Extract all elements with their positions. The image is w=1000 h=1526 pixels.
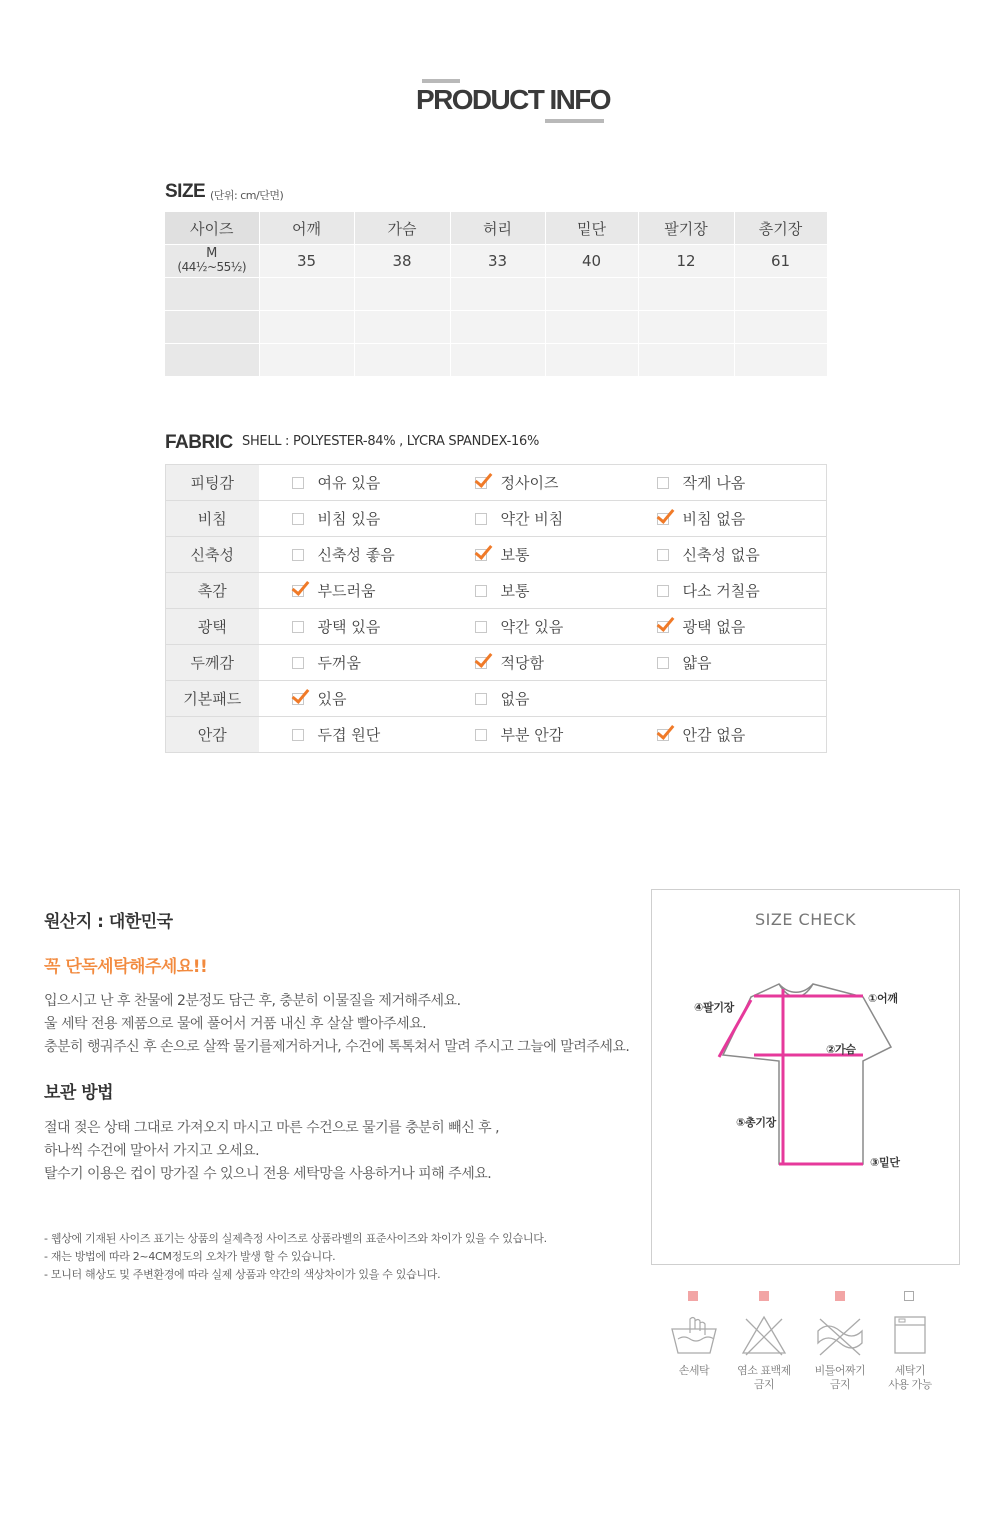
fabric-row bbox=[166, 609, 827, 645]
checkbox-checked bbox=[475, 477, 487, 489]
fabric-row bbox=[166, 717, 827, 753]
size-table-header bbox=[165, 212, 827, 245]
checkbox-checked bbox=[657, 513, 669, 525]
sleeve-label: ④팔기장 bbox=[694, 1001, 734, 1014]
fabric-option bbox=[442, 501, 624, 537]
wash-line: 입으시고 난 후 찬물에 2분정도 담근 후, 충분히 이물질을 제거해주세요. bbox=[44, 993, 461, 1009]
care-indicator-on bbox=[688, 1291, 698, 1301]
care-label: 손세탁 bbox=[678, 1364, 710, 1377]
fabric-option-label: 보통 bbox=[500, 582, 530, 600]
title-decoration-bottom bbox=[545, 119, 604, 123]
fabric-option bbox=[624, 645, 827, 681]
size-check-title: SIZE CHECK bbox=[754, 910, 856, 929]
fabric-option bbox=[442, 573, 624, 609]
size-row-empty bbox=[165, 344, 827, 377]
fabric-option-label: 적당함 bbox=[500, 654, 544, 672]
shoulder-label: ①어깨 bbox=[868, 992, 898, 1005]
fabric-heading: FABRIC bbox=[165, 432, 233, 453]
wash-line: 울 세탁 전용 제품으로 물에 풀어서 거품 내신 후 살살 빨아주세요. bbox=[44, 1016, 427, 1032]
fabric-row-label: 피팅감 bbox=[166, 465, 259, 501]
size-col-header: 사이즈 bbox=[165, 212, 259, 245]
length-label: ⑤총기장 bbox=[736, 1116, 776, 1129]
checkbox-unchecked bbox=[292, 549, 304, 561]
checkbox-unchecked bbox=[292, 657, 304, 669]
title-decoration-top bbox=[422, 79, 460, 83]
checkbox-checked bbox=[657, 729, 669, 741]
size-col-header: 가슴 bbox=[354, 212, 450, 245]
fabric-option-label: 부분 안감 bbox=[500, 726, 564, 744]
care-indicator-off bbox=[904, 1291, 914, 1301]
fabric-option-label: 없음 bbox=[500, 690, 530, 708]
checkbox-unchecked bbox=[657, 585, 669, 597]
checkbox-unchecked bbox=[292, 477, 304, 489]
fabric-option bbox=[259, 681, 442, 717]
hand-wash-icon bbox=[668, 1313, 720, 1357]
fabric-option bbox=[259, 573, 442, 609]
fabric-option-label: 다소 거칠음 bbox=[682, 582, 760, 600]
care-indicator-on bbox=[759, 1291, 769, 1301]
size-cell: 40 bbox=[545, 245, 638, 278]
checkbox-unchecked bbox=[657, 549, 669, 561]
fabric-option bbox=[259, 717, 442, 753]
tshirt-outline bbox=[723, 984, 891, 1164]
size-row bbox=[165, 245, 827, 278]
fabric-option bbox=[442, 681, 624, 717]
fabric-row-label: 신축성 bbox=[166, 537, 259, 573]
hem-label: ③밑단 bbox=[870, 1156, 900, 1169]
size-col-header: 허리 bbox=[450, 212, 545, 245]
fabric-option-empty bbox=[624, 681, 827, 717]
fabric-row bbox=[166, 537, 827, 573]
fabric-option-label: 정사이즈 bbox=[500, 474, 559, 492]
fabric-option bbox=[624, 573, 827, 609]
checkbox-checked bbox=[657, 621, 669, 633]
size-unit: (단위: cm/단면) bbox=[210, 189, 284, 202]
size-col-header: 총기장 bbox=[734, 212, 827, 245]
fabric-option-label: 작게 나옴 bbox=[682, 474, 746, 492]
fabric-row bbox=[166, 681, 827, 717]
checkbox-checked bbox=[292, 693, 304, 705]
fabric-option bbox=[624, 537, 827, 573]
fabric-option bbox=[624, 465, 827, 501]
fabric-option-label: 두꺼움 bbox=[317, 654, 361, 672]
wash-line: 충분히 행궈주신 후 손으로 살짝 물기를제거하거나, 수건에 톡톡쳐서 말려 주시고 그늘에 말려주세요. bbox=[44, 1039, 630, 1055]
storage-line: 탈수기 이용은 컵이 망가질 수 있으니 전용 세탁망을 사용하거나 피해 주세요. bbox=[44, 1166, 492, 1182]
fabric-option-label: 비침 있음 bbox=[317, 510, 381, 528]
fabric-option-label: 보통 bbox=[500, 546, 530, 564]
fabric-table bbox=[165, 464, 827, 753]
checkbox-unchecked bbox=[657, 477, 669, 489]
fabric-option-label: 광택 없음 bbox=[682, 618, 746, 636]
fabric-row bbox=[166, 501, 827, 537]
fabric-option bbox=[624, 609, 827, 645]
fabric-option-label: 여유 있음 bbox=[317, 474, 381, 492]
size-col-header: 어깨 bbox=[259, 212, 354, 245]
checkbox-unchecked bbox=[657, 657, 669, 669]
fabric-row-label: 안감 bbox=[166, 717, 259, 753]
fabric-option bbox=[259, 501, 442, 537]
care-label: 비틀어짜기 금지 bbox=[814, 1364, 866, 1391]
fabric-option bbox=[259, 609, 442, 645]
fabric-option bbox=[624, 501, 827, 537]
size-heading: SIZE bbox=[165, 181, 206, 202]
checkbox-checked bbox=[475, 549, 487, 561]
page-title: PRODUCT INFO bbox=[416, 84, 610, 115]
fabric-option bbox=[442, 537, 624, 573]
care-indicator-on bbox=[835, 1291, 845, 1301]
size-cell: 38 bbox=[354, 245, 450, 278]
fabric-option-label: 부드러움 bbox=[317, 582, 376, 600]
size-row-empty bbox=[165, 311, 827, 344]
size-cell: 35 bbox=[259, 245, 354, 278]
fabric-option-label: 신축성 없음 bbox=[682, 546, 760, 564]
washing-machine-icon bbox=[890, 1313, 930, 1357]
wash-alert: 꼭 단독세탁해주세요!! bbox=[44, 957, 208, 977]
size-cell: 33 bbox=[450, 245, 545, 278]
chest-label: ②가슴 bbox=[826, 1043, 856, 1056]
fabric-spec: SHELL : POLYESTER-84% , LYCRA SPANDEX-16% bbox=[242, 434, 540, 449]
fabric-option bbox=[442, 465, 624, 501]
size-row-empty bbox=[165, 278, 827, 311]
origin-text: 원산지 : 대한민국 bbox=[44, 912, 173, 932]
fabric-row-label: 광택 bbox=[166, 609, 259, 645]
size-label-sub: (44½~55½) bbox=[177, 260, 247, 274]
checkbox-unchecked bbox=[475, 621, 487, 633]
fabric-row-label: 두께감 bbox=[166, 645, 259, 681]
fabric-option bbox=[442, 609, 624, 645]
checkbox-unchecked bbox=[475, 585, 487, 597]
checkbox-unchecked bbox=[292, 621, 304, 633]
note-line: - 모니터 해상도 및 주변환경에 따라 실제 상품과 약간의 색상차이가 있을 수 있습니다. bbox=[44, 1268, 441, 1281]
fabric-option-label: 안감 없음 bbox=[682, 726, 746, 744]
fabric-row-label: 비침 bbox=[166, 501, 259, 537]
fabric-option bbox=[259, 537, 442, 573]
size-table bbox=[165, 212, 828, 377]
fabric-option-label: 있음 bbox=[317, 690, 347, 708]
care-label: 염소 표백제 금지 bbox=[737, 1364, 791, 1391]
fabric-option-label: 약간 있음 bbox=[500, 618, 564, 636]
fabric-option-label: 얇음 bbox=[682, 654, 712, 672]
checkbox-unchecked bbox=[475, 693, 487, 705]
size-cell: 12 bbox=[638, 245, 734, 278]
checkbox-unchecked bbox=[475, 513, 487, 525]
fabric-option bbox=[259, 645, 442, 681]
fabric-option-label: 비침 없음 bbox=[682, 510, 746, 528]
storage-line: 절대 젖은 상태 그대로 가져오지 마시고 마른 수건으로 물기를 충분히 빼신 후 , bbox=[44, 1120, 500, 1136]
checkbox-unchecked bbox=[292, 513, 304, 525]
fabric-row-label: 촉감 bbox=[166, 573, 259, 609]
size-label-main: M bbox=[206, 246, 218, 261]
checkbox-checked bbox=[475, 657, 487, 669]
size-col-header: 팔기장 bbox=[638, 212, 734, 245]
no-wring-icon bbox=[814, 1313, 866, 1357]
size-col-header: 밑단 bbox=[545, 212, 638, 245]
fabric-option-label: 신축성 좋음 bbox=[317, 546, 395, 564]
fabric-row bbox=[166, 465, 827, 501]
fabric-row-label: 기본패드 bbox=[166, 681, 259, 717]
storage-line: 하나씩 수건에 말아서 가지고 오세요. bbox=[44, 1143, 260, 1159]
fabric-option-label: 광택 있음 bbox=[317, 618, 381, 636]
checkbox-checked bbox=[292, 585, 304, 597]
size-cell: 61 bbox=[734, 245, 827, 278]
care-label: 세탁기 사용 가능 bbox=[888, 1364, 932, 1391]
fabric-option bbox=[259, 465, 442, 501]
tshirt-diagram bbox=[651, 889, 960, 1265]
fabric-option bbox=[442, 645, 624, 681]
checkbox-unchecked bbox=[292, 729, 304, 741]
fabric-option bbox=[624, 717, 827, 753]
fabric-row bbox=[166, 645, 827, 681]
no-bleach-icon bbox=[740, 1313, 788, 1357]
fabric-option-label: 두겹 원단 bbox=[317, 726, 381, 744]
note-line: - 재는 방법에 따라 2~4CM정도의 오차가 발생 할 수 있습니다. bbox=[44, 1250, 336, 1263]
checkbox-unchecked bbox=[475, 729, 487, 741]
fabric-row bbox=[166, 573, 827, 609]
fabric-option bbox=[442, 717, 624, 753]
size-row-label bbox=[165, 245, 259, 278]
note-line: - 웹상에 기재된 사이즈 표기는 상품의 실제측정 사이즈로 상품라벨의 표준사이즈와 차이가 있을 수 있습니다. bbox=[44, 1232, 547, 1245]
storage-heading: 보관 방법 bbox=[44, 1083, 114, 1103]
fabric-option-label: 약간 비침 bbox=[500, 510, 564, 528]
